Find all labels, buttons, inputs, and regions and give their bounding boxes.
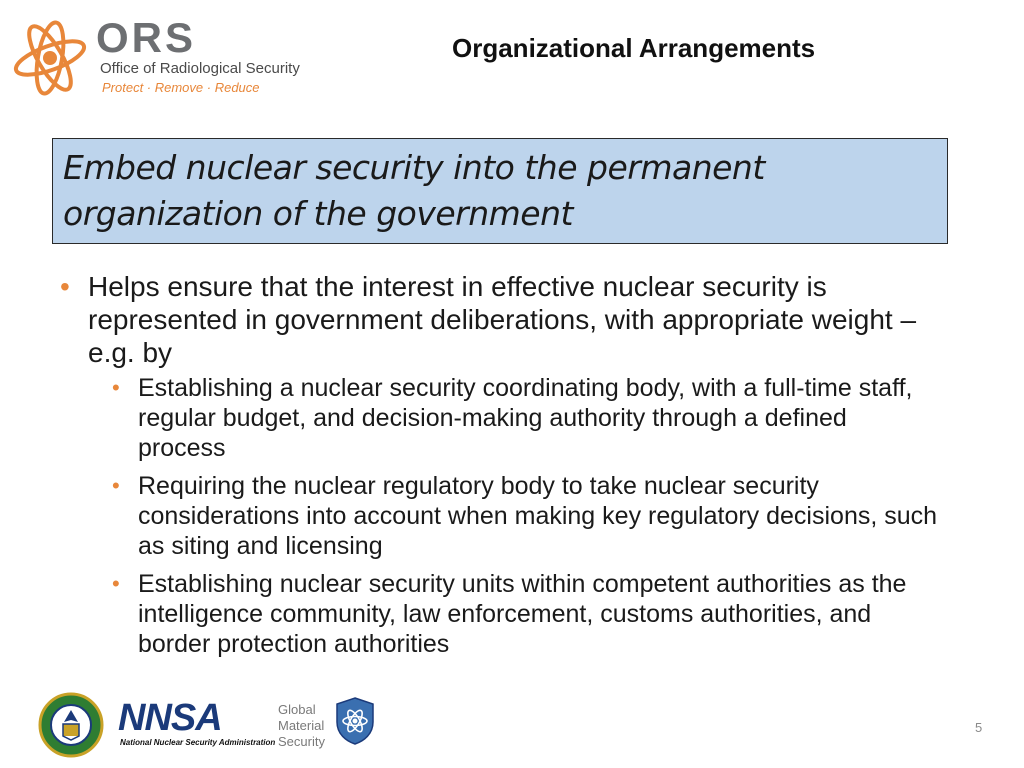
ors-logo: [10, 14, 330, 98]
footer-logos: [38, 690, 398, 756]
ors-atom-icon: [10, 14, 94, 98]
gms-shield-icon: [334, 696, 376, 746]
sub-bullet-text: Requiring the nuclear regulatory body to take nuclear security considerations into account when making key regulatory decisions, such as siting and licensing: [138, 472, 938, 560]
gms-line-1: Global: [278, 702, 316, 717]
callout-line-1: Embed nuclear security into the permanent: [63, 148, 765, 187]
nnsa-full-name: National Nuclear Security Administration: [120, 738, 276, 747]
sub-bullet: [112, 373, 940, 463]
main-bullet: [60, 270, 940, 369]
bullet-content: [60, 270, 940, 667]
ors-acronym: ORS: [96, 14, 197, 61]
sub-bullet: [112, 471, 940, 561]
bullet-dot-icon: •: [112, 473, 120, 498]
ors-full-name: Office of Radiological Security: [100, 60, 300, 77]
nnsa-acronym: NNSA: [118, 697, 222, 739]
gms-line-3: Security: [278, 734, 325, 749]
ors-tagline: Protect · Remove · Reduce: [102, 80, 260, 95]
bullet-dot-icon: •: [60, 271, 70, 302]
callout-box: [52, 138, 948, 244]
callout-line-2: organization of the government: [63, 194, 573, 233]
sub-bullet-list: [112, 373, 940, 659]
sub-bullet: [112, 569, 940, 659]
gms-line-2: Material: [278, 718, 325, 733]
doe-seal-icon: [38, 692, 104, 758]
page-number: 5: [975, 720, 983, 735]
slide-title: Organizational Arrangements: [452, 33, 816, 63]
gms-label: [278, 702, 325, 750]
nnsa-logo: [118, 698, 278, 752]
bullet-dot-icon: •: [112, 375, 120, 400]
sub-bullet-text: Establishing nuclear security units within competent authorities as the intelligence community, law enforcement, customs authorities, and border protection authorities: [138, 570, 907, 658]
bullet-dot-icon: •: [112, 571, 120, 596]
main-bullet-text: Helps ensure that the interest in effective nuclear security is represented in government deliberations, with appropriate weight – e.g. by: [88, 271, 917, 368]
sub-bullet-text: Establishing a nuclear security coordinating body, with a full-time staff, regular budget, and decision-making authority through a defined process: [138, 374, 913, 462]
